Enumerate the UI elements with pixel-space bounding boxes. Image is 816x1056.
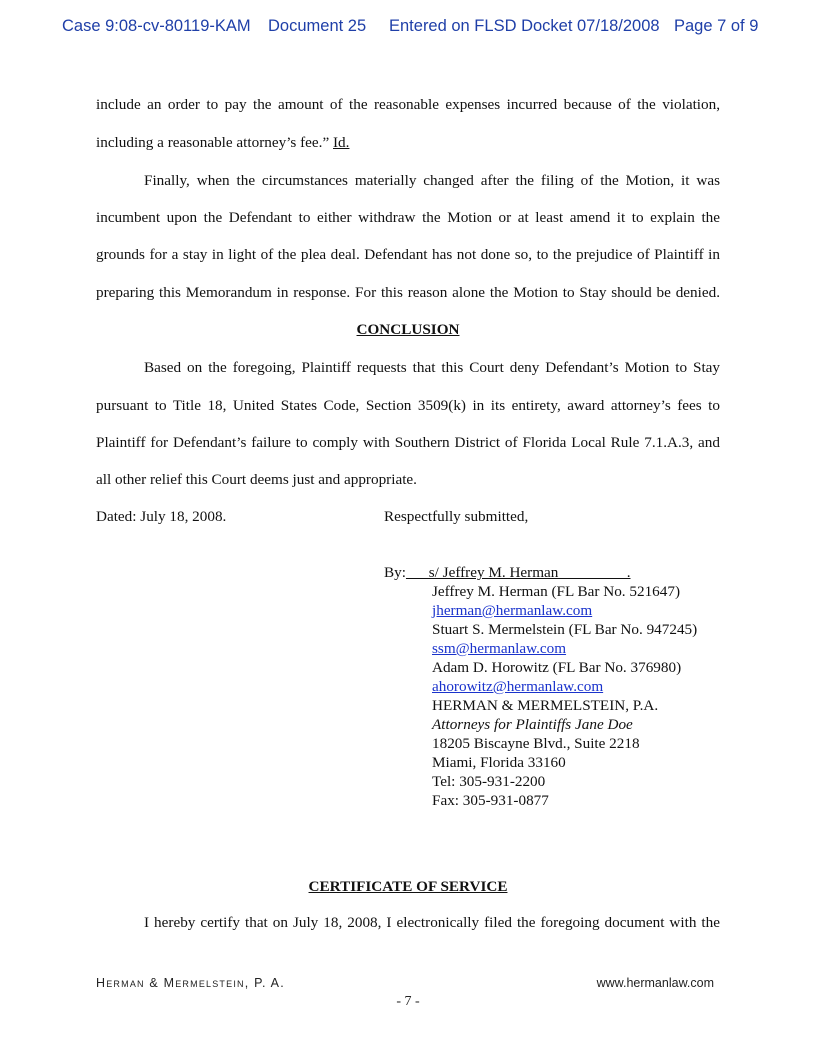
ecf-document-number: Document 25: [268, 17, 367, 35]
certificate-line: I hereby certify that on July 18, 2008, I electronically filed the foregoing document with the: [144, 914, 720, 931]
body-line: grounds for a stay in light of the plea deal. Defendant has not done so, to the prejudice of Plaintiff in: [96, 246, 720, 263]
signature-line: Stuart S. Mermelstein (FL Bar No. 947245): [432, 621, 698, 638]
signature-line: Attorneys for Plaintiffs Jane Doe: [432, 716, 633, 733]
email-link[interactable]: ahorowitz@hermanlaw.com: [432, 678, 604, 695]
body-text: including a reasonable attorney’s fee.”: [96, 134, 333, 151]
email-link[interactable]: ssm@hermanlaw.com: [432, 640, 567, 657]
body-line: Finally, when the circumstances materially changed after the filing of the Motion, it was: [144, 172, 720, 189]
conclusion-line: pursuant to Title 18, United States Code, Section 3509(k) in its entirety, award attorney’s fees to: [96, 397, 720, 414]
ecf-page-count: Page 7 of 9: [674, 17, 759, 35]
electronic-signature: s/ Jeffrey M. Herman .: [405, 564, 631, 581]
conclusion-line: Plaintiff for Defendant’s failure to comply with Southern District of Florida Local Rule 7.1.A.3, and: [96, 434, 720, 451]
signature-line: Tel: 305-931-2200: [432, 773, 546, 790]
body-line: incumbent upon the Defendant to either withdraw the Motion or at least amend it to explain the: [96, 209, 720, 226]
footer-firm-name: Herman & Mermelstein, P. A.: [96, 976, 285, 990]
ecf-entered-date: Entered on FLSD Docket 07/18/2008: [389, 17, 660, 35]
body-line: include an order to pay the amount of the reasonable expenses incurred because of the violation,: [96, 96, 720, 113]
email-link[interactable]: jherman@hermanlaw.com: [432, 602, 593, 619]
signature-line: [384, 563, 631, 582]
conclusion-line: Based on the foregoing, Plaintiff requests that this Court deny Defendant’s Motion to Stay: [144, 359, 720, 376]
body-line: preparing this Memorandum in response. For this reason alone the Motion to Stay should be denied.: [96, 284, 720, 301]
dated-line: Dated: July 18, 2008.: [96, 508, 227, 525]
signature-line: Miami, Florida 33160: [432, 754, 566, 771]
conclusion-line: all other relief this Court deems just and appropriate.: [96, 471, 417, 488]
citation-id: Id.: [333, 134, 350, 151]
page-number: - 7 -: [396, 994, 420, 1009]
footer-website: www.hermanlaw.com: [596, 976, 714, 990]
ecf-case-number: Case 9:08-cv-80119-KAM: [62, 17, 251, 35]
respectfully-submitted: Respectfully submitted,: [384, 508, 529, 525]
certificate-heading: CERTIFICATE OF SERVICE: [308, 878, 508, 895]
signature-line: Adam D. Horowitz (FL Bar No. 376980): [432, 659, 682, 676]
body-line: [96, 131, 720, 155]
by-label: By:: [384, 564, 406, 581]
signature-line: Jeffrey M. Herman (FL Bar No. 521647): [432, 583, 681, 600]
signature-line: 18205 Biscayne Blvd., Suite 2218: [432, 735, 640, 752]
signature-line: HERMAN & MERMELSTEIN, P.A.: [432, 697, 659, 714]
signature-line: Fax: 305-931-0877: [432, 792, 549, 809]
conclusion-heading: CONCLUSION: [356, 321, 460, 338]
